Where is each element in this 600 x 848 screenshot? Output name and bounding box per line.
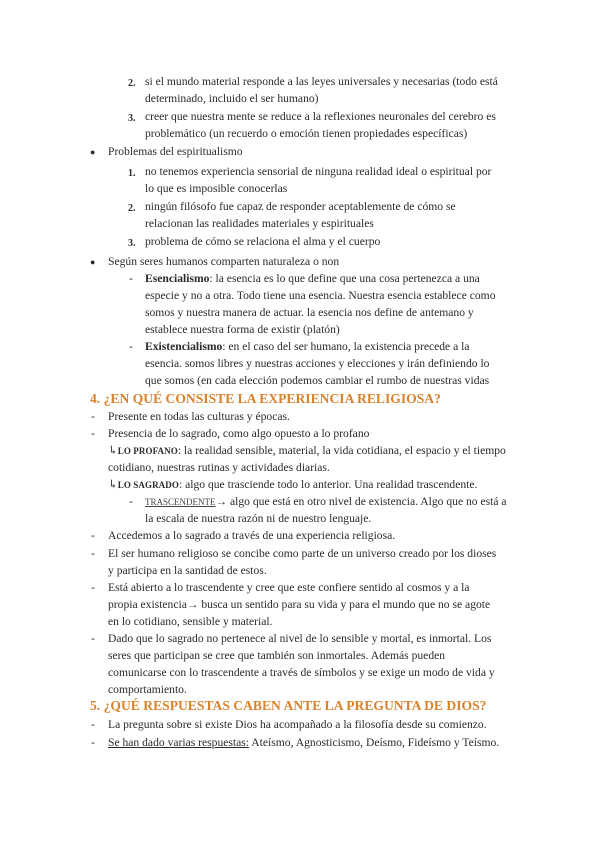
definition-text: : la esencia es lo que define que una cosa pertenezca a una [209, 272, 480, 285]
dash-marker: - [129, 272, 133, 285]
dash-marker: - [129, 495, 133, 508]
bullet-icon: ● [90, 257, 96, 267]
arrow-icon: ↳ [108, 444, 118, 457]
text-line: si el mundo material responde a las leyes universales y necesarias (todo está [145, 75, 498, 88]
definition-text: : la realidad sensible, material, la vida cotidiana, el espacio y el tiempo [177, 444, 506, 457]
definition-text: : en el caso del ser humano, la existencia precede a la [222, 340, 470, 353]
text-line: establece nuestra forma de existir (platón) [145, 323, 340, 336]
text-line: Dado que lo sagrado no pertenece al nivel de lo sensible y mortal, es inmortal. Los [108, 632, 492, 645]
text-line: problema de cómo se relaciona el alma y el cuerpo [145, 235, 381, 248]
text-line: creer que nuestra mente se reduce a la reflexiones neuronales del cerebro es [145, 110, 496, 123]
text-line: lo que es imposible conocerlas [145, 182, 288, 195]
text-line: que somos (en cada elección podemos cambiar el rumbo de nuestras vidas [145, 374, 490, 387]
dash-marker: - [91, 529, 95, 542]
definition-text: : algo que trasciende todo lo anterior. Una realidad trascendente. [178, 478, 478, 491]
text-line: La pregunta sobre si existe Dios ha acompañado a la filosofía desde su comienzo. [108, 718, 487, 731]
dash-marker: - [91, 718, 95, 731]
section-heading-4: 4. ¿EN QUÉ CONSISTE LA EXPERIENCIA RELIGIOSA? [90, 391, 441, 406]
text-line [108, 442, 506, 460]
text-line [145, 338, 470, 355]
text-line: propia existencia→ busca un sentido para su vida y para el mundo que no se agote [108, 598, 491, 611]
dash-marker: - [91, 410, 95, 423]
text-line: Presencia de lo sagrado, como algo opuesto a lo profano [108, 427, 370, 440]
term-trascendente: TRASCENDENTE [145, 497, 216, 507]
text-line: comportamiento. [108, 683, 187, 696]
term-existencialismo: Existencialismo [145, 340, 223, 353]
dash-marker: - [91, 736, 95, 749]
text-line: ningún filósofo fue capaz de responder aceptablemente de cómo se [145, 200, 456, 213]
respuestas-list: Ateísmo, Agnosticismo, Deísmo, Fideísmo y Teísmo. [249, 736, 500, 749]
dash-marker: - [91, 581, 95, 594]
term-esencialismo: Esencialismo [145, 272, 210, 285]
text-line: somos y nuestra manera de actuar. la esencia nos define de antemano y [145, 306, 474, 319]
text-line: cotidiano, nuestras rutinas y actividades diarias. [108, 461, 330, 474]
dash-marker: - [91, 547, 95, 560]
section-heading-5: 5. ¿QUÉ RESPUESTAS CABEN ANTE LA PREGUNTA DE DIOS? [90, 698, 487, 713]
text-line [145, 270, 480, 287]
text-line: determinado, incluido el ser humano) [145, 92, 319, 105]
text-line: Accedemos a lo sagrado a través de una experiencia religiosa. [108, 529, 396, 542]
text-line: Está abierto a lo trascendente y cree que este confiere sentido al cosmos y a la [108, 581, 470, 594]
dash-marker: - [129, 340, 133, 353]
text-line: la escala de nuestra razón ni de nuestro lenguaje. [145, 512, 372, 525]
term-sagrado: LO SAGRADO [117, 480, 179, 490]
text-line: problemático (un recuerdo o emoción tienen propiedades específicas) [145, 127, 468, 140]
text-line: y participa en la santidad de estos. [108, 564, 267, 577]
list-number: 2. [128, 203, 136, 214]
bullet-title: Problemas del espiritualismo [108, 145, 243, 158]
list-number: 2. [128, 78, 136, 89]
text-line: especie y no a otra. Todo tiene una esencia. Nuestra esencia establece como [145, 289, 496, 302]
dash-marker: - [91, 632, 95, 645]
text-line [145, 493, 507, 511]
bullet-title: Según seres humanos comparten naturaleza o non [108, 255, 340, 268]
text-line: en lo cotidiano, sensible y material. [108, 615, 273, 628]
text-line: no tenemos experiencia sensorial de ninguna realidad ideal o espiritual por [145, 165, 492, 178]
text-line: seres que participan se cree que también son inmortales. Además pueden [108, 649, 446, 662]
text-line: El ser humano religioso se concibe como parte de un universo creado por los dioses [108, 547, 497, 560]
bullet-icon: ● [90, 147, 96, 157]
arrow-icon: ↳ [108, 478, 118, 491]
list-number: 3. [128, 113, 136, 124]
text-line: comunicarse con lo trascendente a través de símbolos y se exige un modo de vida y [108, 666, 495, 679]
text-line: relacionan las realidades materiales y espirituales [145, 217, 374, 230]
text-line [108, 476, 477, 494]
dash-marker: - [91, 427, 95, 440]
text-line [108, 734, 499, 751]
term-profano: LO PROFANO [117, 446, 178, 456]
list-number: 1. [128, 168, 136, 179]
text-line: Presente en todas las culturas y épocas. [108, 410, 290, 423]
list-number: 3. [128, 238, 136, 249]
definition-text: → algo que está en otro nivel de existencia. Algo que no está a [215, 495, 507, 508]
text-line: esencia. somos libres y nuestras acciones y elecciones y irán definiendo lo [145, 357, 490, 370]
respuestas-label: Se han dado varias respuestas: [108, 736, 250, 749]
